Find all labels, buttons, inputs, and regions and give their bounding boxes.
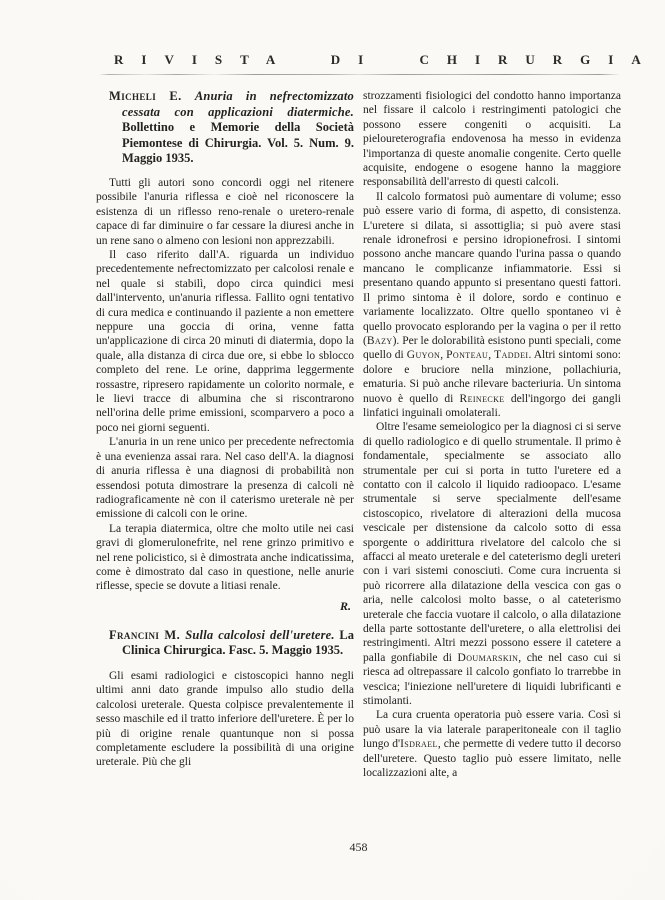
citation-francini: Francini M. Sulla calcolosi dell'uretere. La Clinica Chirurgica. Fasc. 5. Maggio 1935. [109,627,354,658]
reviewer-initial: R. [339,598,351,613]
abstract-paragraph: Il caso riferito dall'A. riguarda un individuo precedentemente nefrectomizzato per calcolosi renale e nel quale si stabilì, dopo circa quindici mesi dall'intervento, un'anuria riflessa. Fallito ogni tentativo di cura medica e continuando il paziente a non emettere neppure una goccia di orina, venne fatta un'applicazione di circa 20 minuti di diatermia, dopo la quale, alla distanza di circa due ore, si ebbe lo sblocco completo del rene. Le orine, dapprima leggermente rossastre, ripresero rapidamente un colorito normale, e le lievi tracce di albumina che si riscontrarono nell'orina delle prime emissioni, scomparvero a poco a poco nei giorni seguenti. [96,249,354,434]
abstract-paragraph: L'anuria in un rene unico per precedente nefrectomia è una evenienza assai rara. Nel caso dell'A. la diagnosi di anuria riflessa è una diagnosi di probabilità non essendosi potuta dimostrare la presenza di calcoli nè radiograficamente nè con il caterismo ureterale nè per emissione di calcoli con le orine. [96,436,354,521]
page-number: 458 [349,840,368,854]
abstract-paragraph: La terapia diatermica, oltre che molto utile nei casi gravi di glomerulonefrite, nel rene grinzo primitivo e nel rene policistico, si è dimostrata anche indicatissima, come è dimostrato dal caso in questione, nelle anurie riflesse, specie se dovute a litiasi renale. [96,522,354,593]
abstract-paragraph: Oltre l'esame semeiologico per la diagnosi ci si serve di quello radiologico e di quello strumentale. Il primo è fondamentale, specialmente se associato allo strumentale per cui si porta in tutto l'uretere ed a contatto con il calcolo il liquido radioopaco. L'esame strumentale si serve specialmente dell'esame cistoscopico, rivelatore di alterazioni della mucosa vescicale per distensione da calcolo sotto di essa sporgente o addirittura rivelatore del calcolo che si affacci al meato ureterale e del cateterismo degli ureteri con i vari sistemi conosciuti. Come cura incruenta si può ricorrere alla dilatazione della vescica con gas o aria, nelle calcolosi molto basse, o al cateterismo ureterale che faccia vuotare il calcolo, o alla dilatazione della parte sottostante dell'uretere, o alla elettrolisi dei restringimenti. Altri mezzi possono essere il catetere a palla gonfiabile di Doumarskin, che nel caso cui si riesca ad oltrepassare il calcolo gonfiato lo trarrebbe in vescica; l'iniezione nell'uretere di liquidi lubrificanti e stimolanti. [363,421,621,708]
abstract-paragraph: Tutti gli autori sono concordi oggi nel ritenere possibile l'anuria riflessa e cioè nel riconoscere la esistenza di un riflesso reno-renale o uretero-renale capace di far diminuire o far cessare la diuresi anche in un rene sano o almeno con lesioni non apprezzabili. [96,176,354,247]
header-rule [99,74,620,75]
journal-title: RIVISTA DI CHIRURGIA [114,52,659,67]
left-column [96,89,354,781]
abstract-paragraph: Il calcolo formatosi può aumentare di volume; esso può essere vario di forma, di aspetto, di consistenza. L'uretere si dilata, si assottiglia; si può avere stasi renale idronefrosi e persino idropionefrosi. I sintomi possono anche mancare quando l'urina passa o quando mancano le complicanze infiammatorie. Essi si presentano quando appunto si presentano questi fattori. Il primo sintoma è il dolore, sordo e continuo e variamente localizzato. Oltre quello spontaneo vi è quello provocato esplorando per la vagina o per il retto (Bazy). Per le dolorabilità esistono punti speciali, come quello di Guyon, Ponteau, Taddei. Altri sintomi sono: dolore e bruciore nella minzione, pollachiuria, ematuria. Si può anche rilevare bacteriuria. Un sintoma nuovo è quello di Reinecke dell'ingorgo dei gangli linfatici inguinali omolaterali. [363,190,621,419]
text-columns [96,89,621,781]
page-footer [96,840,621,855]
continuation-paragraph: strozzamenti fisiologici del condotto hanno importanza nel fissare il calcolo i restringimenti patologici che possono essere congeniti o acquisiti. La pieloureterografia endovenosa ha messo in evidenza l'importanza di queste anomalie congenite. Certo quelle acquisite, endogene o esogene hanno la maggiore responsabilità dell'arresto di questi calcoli. [363,90,621,189]
citation-micheli: Micheli E. Anuria in nefrectomizzato cessata con applicazioni diatermiche. Bollettino e Memorie della Società Piemontese di Chirurgia. Vol. 5. Num. 9. Maggio 1935. [109,89,355,166]
abstract-paragraph: La cura cruenta operatoria può essere varia. Così si può usare la via laterale paraperitoneale con il taglio lungo d'Isdrael, che permette di vedere tutto il decorso dell'uretere. Questo taglio può essere limitato, nelle localizzazioni alte, a [363,709,621,780]
right-column [363,89,621,781]
abstract-paragraph: Gli esami radiologici e cistoscopici hanno negli ultimi anni dato grande impulso allo studio della calcolosi ureterale. Questa colpisce prevalentemente il sesso maschile ed il tratto inferiore dell'uretere. È per lo più di origine renale quantunque non si possa completamente escludere la possibilità di una origine ureterale. Più che gli [96,669,354,769]
